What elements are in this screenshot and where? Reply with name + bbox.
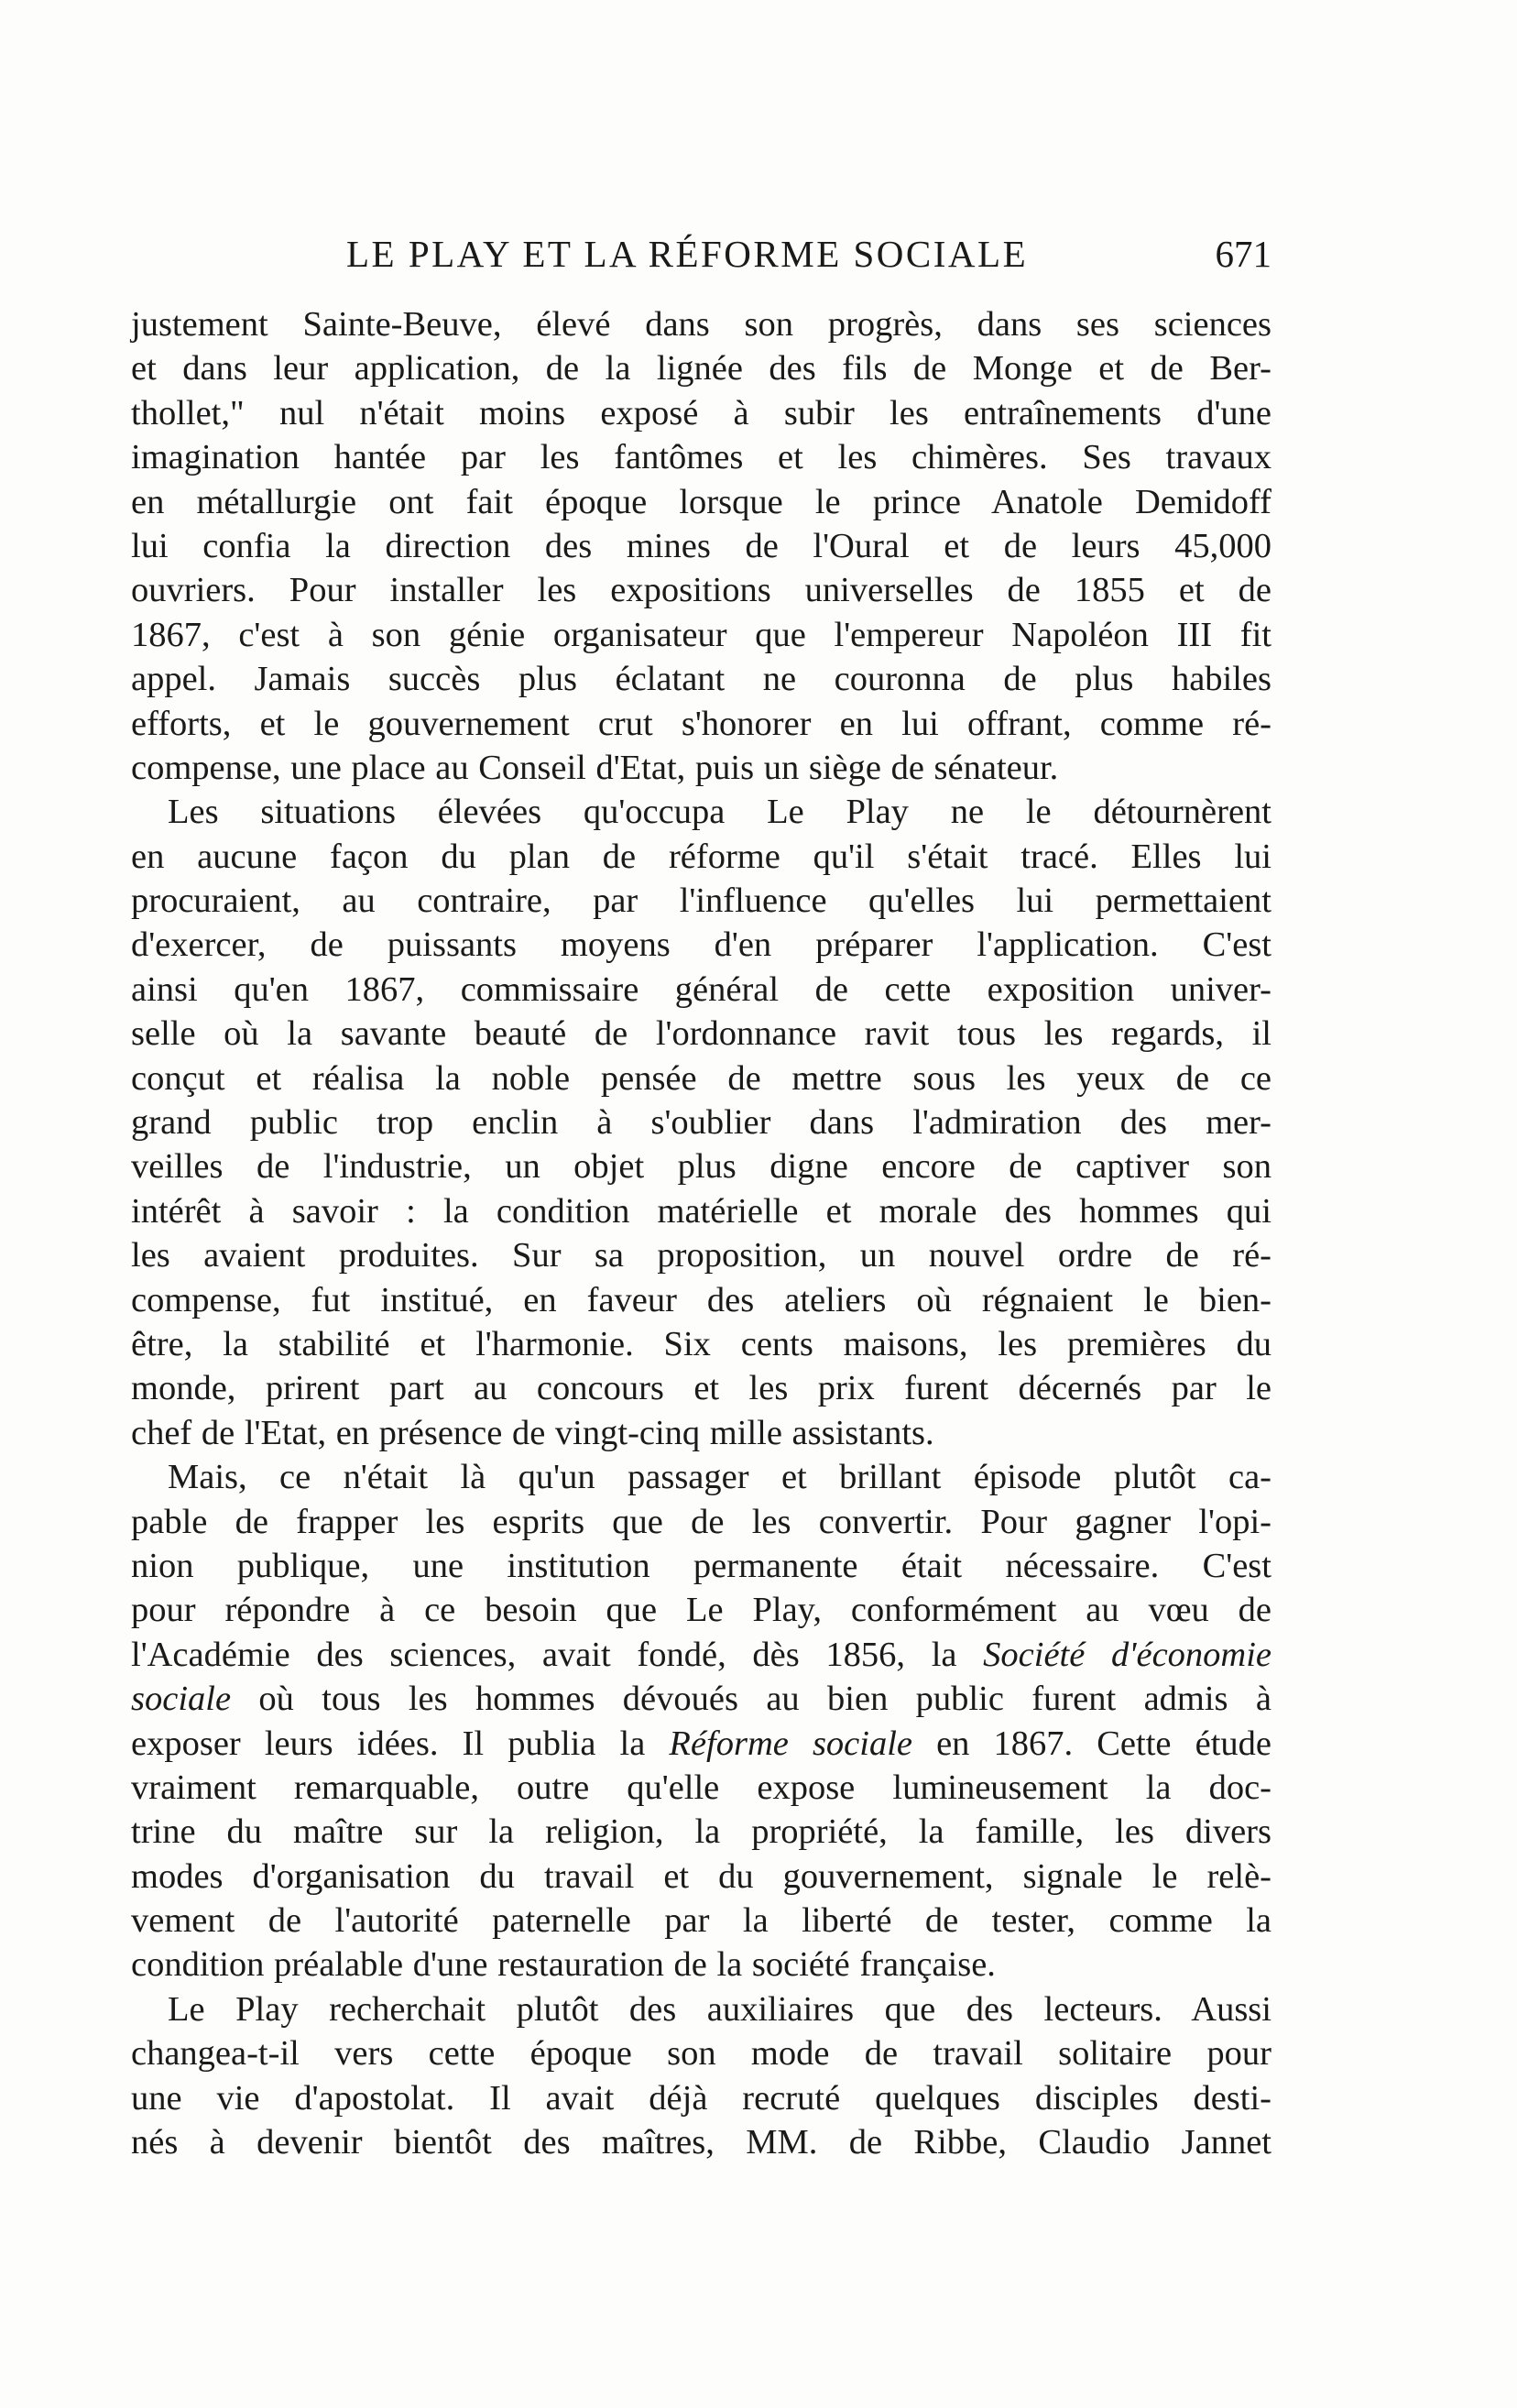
italic-society-name: Société d'économie: [983, 1635, 1272, 1674]
italic-book-title: Réforme sociale: [669, 1724, 912, 1763]
text-line: en aucune façon du plan de réforme qu'il s'était tracé. Elles lui: [131, 837, 1271, 876]
italic-society-name-cont: sociale: [131, 1680, 232, 1719]
text-line: veilles de l'industrie, un objet plus digne encore de captiver son: [131, 1147, 1271, 1187]
body-text: [131, 302, 1271, 2164]
text-line: monde, prirent part au concours et les prix furent décernés par le: [131, 1369, 1271, 1408]
text-line: procuraient, au contraire, par l'influence qu'elles lui permettaient: [131, 881, 1271, 921]
text-line: intérêt à savoir : la condition matérielle et morale des hommes qui: [131, 1191, 1271, 1231]
paragraph-4: [131, 1987, 1271, 2165]
text-line: pour répondre à ce besoin que Le Play, conformément au vœu de: [131, 1591, 1271, 1630]
page-number: 671: [1215, 233, 1271, 275]
text-line: efforts, et le gouvernement crut s'honorer en lui offrant, comme ré-: [131, 704, 1271, 743]
text-line: ouvriers. Pour installer les expositions universelles de 1855 et de: [131, 571, 1271, 610]
text-line: d'exercer, de puissants moyens d'en préparer l'application. C'est: [131, 925, 1271, 965]
text-line: ainsi qu'en 1867, commissaire général de cette exposition univer-: [131, 969, 1271, 1009]
text-line: grand public trop enclin à s'oublier dans l'admiration des mer-: [131, 1103, 1271, 1143]
text-line: appel. Jamais succès plus éclatant ne couronna de plus habiles: [131, 660, 1271, 699]
text-line: compense, une place au Conseil d'Etat, puis un siège de sénateur.: [131, 748, 1059, 787]
text-line: selle où la savante beauté de l'ordonnance ravit tous les regards, il: [131, 1014, 1271, 1054]
text-line: lui confia la direction des mines de l'Oural et de leurs 45,000: [131, 526, 1271, 565]
text-line: chef de l'Etat, en présence de vingt-cinq mille assistants.: [131, 1413, 934, 1452]
text-line: Les situations élevées qu'occupa Le Play ne le détournèrent: [168, 793, 1271, 832]
text-run: où tous les hommes dévoués au bien public furent admis à: [231, 1680, 1271, 1719]
text-line: Le Play recherchait plutôt des auxiliaires que des lecteurs. Aussi: [168, 1989, 1271, 2029]
text-line: pable de frapper les esprits que de les convertir. Pour gagner l'opi-: [131, 1502, 1271, 1541]
text-run: l'Académie des sciences, avait fondé, dès 1856, la: [131, 1635, 984, 1674]
text-line: [131, 1722, 1271, 1766]
text-line: modes d'organisation du travail et du gouvernement, signale le relè-: [131, 1856, 1271, 1896]
text-run: en 1867. Cette étude: [912, 1724, 1271, 1763]
text-line: les avaient produites. Sur sa proposition, un nouvel ordre de ré-: [131, 1236, 1271, 1275]
text-line: conçut et réalisa la noble pensée de mettre sous les yeux de ce: [131, 1058, 1271, 1098]
text-line: 1867, c'est à son génie organisateur que l'empereur Napoléon III fit: [131, 615, 1271, 654]
text-line: et dans leur application, de la lignée des fils de Monge et de Ber-: [131, 349, 1271, 389]
text-line: une vie d'apostolat. Il avait déjà recruté quelques disciples desti-: [131, 2078, 1271, 2118]
text-line: vement de l'autorité paternelle par la liberté de tester, comme la: [131, 1901, 1271, 1941]
paragraph-3: [131, 1455, 1271, 1987]
text-line: Mais, ce n'était là qu'un passager et brillant épisode plutôt ca-: [168, 1458, 1271, 1497]
paragraph-1: [131, 302, 1271, 790]
paragraph-2: [131, 790, 1271, 1455]
text-line: nion publique, une institution permanente était nécessaire. C'est: [131, 1546, 1271, 1585]
text-line: imagination hantée par les fantômes et les chimères. Ses travaux: [131, 438, 1271, 477]
text-line: trine du maître sur la religion, la propriété, la famille, les divers: [131, 1812, 1271, 1852]
text-line: changea-t-il vers cette époque son mode de travail solitaire pour: [131, 2034, 1271, 2074]
text-line: [131, 1677, 1271, 1721]
text-line: être, la stabilité et l'harmonie. Six cents maisons, les premières du: [131, 1324, 1271, 1363]
text-line: [131, 1633, 1271, 1677]
text-line: nés à devenir bientôt des maîtres, MM. de Ribbe, Claudio Jannet: [131, 2123, 1271, 2162]
running-title: LE PLAY ET LA RÉFORME SOCIALE: [346, 233, 1029, 275]
text-line: thollet," nul n'était moins exposé à subir les entraînements d'une: [131, 393, 1271, 432]
text-line: justement Sainte-Beuve, élevé dans son progrès, dans ses sciences: [131, 305, 1271, 344]
text-line: condition préalable d'une restauration de la société française.: [131, 1945, 996, 1985]
text-run: exposer leurs idées. Il publia la: [131, 1724, 670, 1763]
text-line: vraiment remarquable, outre qu'elle expose lumineusement la doc-: [131, 1768, 1271, 1807]
running-header: [163, 224, 1271, 283]
text-line: en métallurgie ont fait époque lorsque le prince Anatole Demidoff: [131, 482, 1271, 521]
text-line: compense, fut institué, en faveur des ateliers où régnaient le bien-: [131, 1280, 1271, 1319]
